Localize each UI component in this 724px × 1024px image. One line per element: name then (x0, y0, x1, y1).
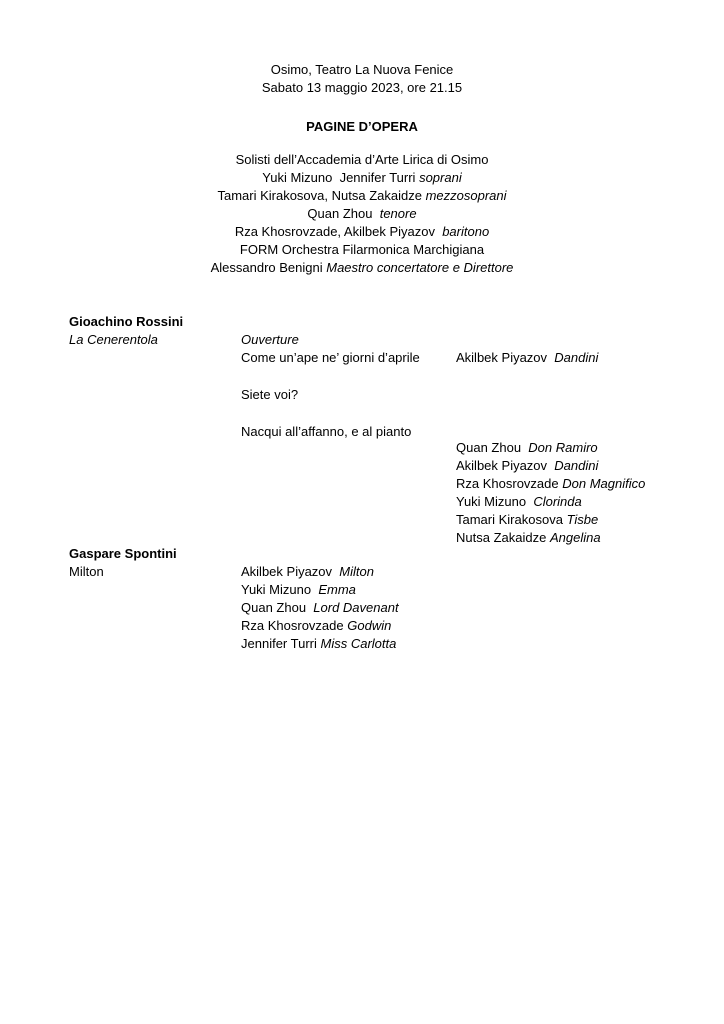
sopranos-line (0, 169, 724, 187)
opera-cenerentola: La Cenerentola (69, 332, 158, 347)
list-item: Tamari Kirakosova Tisbe (456, 512, 599, 527)
tenor-line (0, 205, 724, 223)
list-item: Quan Zhou Don Ramiro (456, 440, 598, 455)
mezzos-role: mezzosoprani (425, 188, 507, 203)
piece-overture: Ouverture (241, 332, 299, 347)
list-item: Rza Khosrovzade Don Magnifico (456, 476, 646, 491)
composer-rossini: Gioachino Rossini (69, 314, 184, 329)
academy-line: Solisti dell’Accademia d’Arte Lirica di Osimo (235, 152, 489, 167)
baritones-names: Rza Khosrovzade, Akilbek Piyazov (234, 224, 435, 239)
orchestra-line: FORM Orchestra Filarmonica Marchigiana (239, 242, 485, 257)
list-item: Akilbek Piyazov Milton (241, 564, 374, 579)
conductor-role: Maestro concertatore e Direttore (326, 260, 514, 275)
sopranos-names: Yuki Mizuno Jennifer Turri (262, 170, 416, 185)
list-item: Yuki Mizuno Clorinda (456, 494, 582, 509)
list-item: Jennifer Turri Miss Carlotta (241, 636, 397, 651)
conductor-line (0, 259, 724, 277)
performance-date: Sabato 13 maggio 2023, ore 21.15 (261, 80, 463, 95)
list-item: Akilbek Piyazov Dandini (456, 458, 599, 473)
piece-come-un-ape-performer: Akilbek Piyazov Dandini (456, 350, 599, 365)
piece-come-un-ape: Come un’ape ne’ giorni d’aprile (241, 350, 420, 365)
list-item: Yuki Mizuno Emma (241, 582, 356, 597)
list-item: Quan Zhou Lord Davenant (241, 600, 399, 615)
baritones-role: baritono (442, 224, 490, 239)
piece-siete-voi: Siete voi? (241, 387, 299, 402)
list-item: Rza Khosrovzade Godwin (241, 618, 392, 633)
composer-spontini: Gaspare Spontini (69, 546, 177, 561)
tenor-name: Quan Zhou (307, 206, 373, 221)
list-item: Nutsa Zakaidze Angelina (456, 530, 601, 545)
conductor-name: Alessandro Benigni (210, 260, 323, 275)
mezzos-line (0, 187, 724, 205)
venue: Osimo, Teatro La Nuova Fenice (270, 62, 454, 77)
tenor-role: tenore (379, 206, 417, 221)
opera-milton: Milton (69, 564, 104, 579)
mezzos-names: Tamari Kirakosova, Nutsa Zakaidze (217, 188, 422, 203)
sopranos-role: soprani (419, 170, 462, 185)
baritones-line (0, 223, 724, 241)
piece-nacqui-all-affanno: Nacqui all’affanno, e al pianto (241, 424, 412, 439)
page-title: PAGINE D’OPERA (306, 119, 418, 134)
